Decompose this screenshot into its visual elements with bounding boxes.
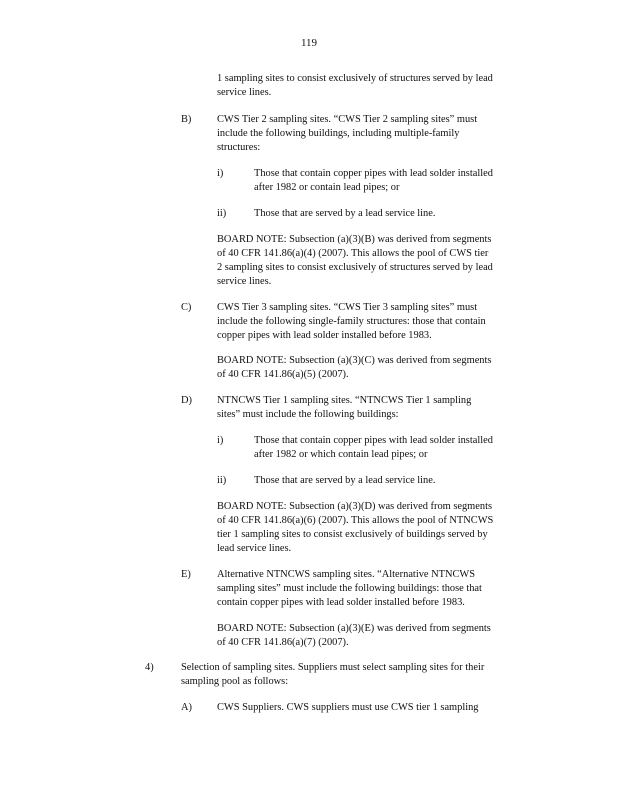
continuation-paragraph: 1 sampling sites to consist exclusively of structures served by lead service lines. bbox=[217, 73, 493, 98]
item-label-D: D) bbox=[181, 395, 192, 406]
item-B-text: CWS Tier 2 sampling sites. “CWS Tier 2 sampling sites” must include the following buildings, including multiple-family structures: bbox=[217, 114, 478, 153]
subitem-label-B-i: i) bbox=[217, 168, 224, 179]
section-4-text: Selection of sampling sites. Suppliers must select sampling sites for their sampling pool as follows: bbox=[181, 662, 485, 687]
subitem-label-D-i: i) bbox=[217, 435, 224, 446]
item-label-A: A) bbox=[181, 702, 192, 713]
section-label-4: 4) bbox=[145, 662, 154, 673]
subitem-B-ii-text: Those that are served by a lead service line. bbox=[254, 208, 436, 219]
board-note-D: BOARD NOTE: Subsection (a)(3)(D) was derived from segments of 40 CFR 141.86(a)(6) (2007). This allows the pool of NTNCWS tier 1 sampling sites to consist exclusively of buildings served by lead service lines. bbox=[217, 501, 494, 554]
board-note-E: BOARD NOTE: Subsection (a)(3)(E) was derived from segments of 40 CFR 141.86(a)(7) (2007). bbox=[217, 623, 491, 648]
item-E-text: Alternative NTNCWS sampling sites. “Alternative NTNCWS sampling sites” must include the following buildings: those that contain copper pipes with lead solder installed before 1983. bbox=[217, 569, 482, 608]
item-D-text: NTNCWS Tier 1 sampling sites. “NTNCWS Tier 1 sampling sites” must include the following buildings: bbox=[217, 395, 472, 420]
page-number: 119 bbox=[300, 37, 318, 49]
item-label-B: B) bbox=[181, 114, 192, 125]
board-note-C: BOARD NOTE: Subsection (a)(3)(C) was derived from segments of 40 CFR 141.86(a)(5) (2007). bbox=[217, 355, 492, 380]
item-A-text: CWS Suppliers. CWS suppliers must use CWS tier 1 sampling bbox=[217, 702, 479, 713]
item-label-C: C) bbox=[181, 302, 192, 313]
subitem-label-B-ii: ii) bbox=[217, 208, 227, 219]
subitem-D-ii-text: Those that are served by a lead service line. bbox=[254, 475, 436, 486]
board-note-B: BOARD NOTE: Subsection (a)(3)(B) was derived from segments of 40 CFR 141.86(a)(4) (2007). This allows the pool of CWS tier 2 sampling sites to consist exclusively of structures served by lead service lines. bbox=[217, 234, 493, 287]
subitem-label-D-ii: ii) bbox=[217, 475, 227, 486]
item-label-E: E) bbox=[181, 569, 191, 580]
subitem-B-i-text: Those that contain copper pipes with lead solder installed after 1982 or contain lead pipes; or bbox=[254, 168, 493, 193]
item-C-text: CWS Tier 3 sampling sites. “CWS Tier 3 sampling sites” must include the following single-family structures: those that contain copper pipes with lead solder installed before 1983. bbox=[217, 302, 486, 341]
subitem-D-i-text: Those that contain copper pipes with lead solder installed after 1982 or which contain lead pipes; or bbox=[254, 435, 493, 460]
